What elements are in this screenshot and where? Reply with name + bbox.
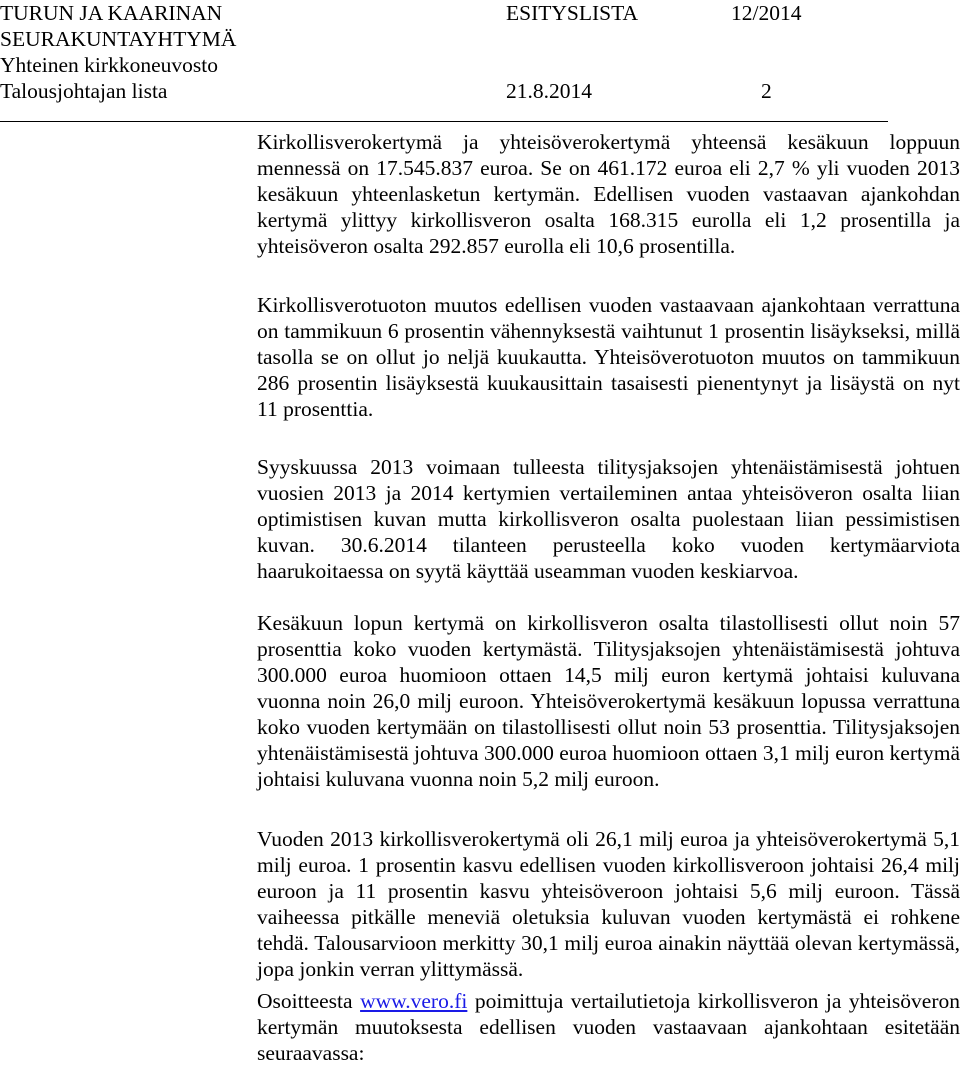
paragraph-comparison-source xyxy=(257,988,960,1066)
source-text-after: poimittuja vertailutietoja kirkollisveron ja yhteisöveron kertymän muutoksesta edellisen vuoden vastaavaan ajankohtaan esitetään seuraavassa: xyxy=(257,989,960,1065)
page-number: 2 xyxy=(761,79,772,103)
organization-name-line2: SEURAKUNTAYHTYMÄ xyxy=(0,27,237,51)
organization-name-line1: TURUN JA KAARINAN xyxy=(0,1,223,25)
document-type: ESITYSLISTA xyxy=(506,1,639,25)
board-name: Yhteinen kirkkoneuvosto xyxy=(0,53,218,77)
list-name: Talousjohtajan lista xyxy=(0,79,168,103)
source-text-before: Osoitteesta xyxy=(257,989,361,1013)
paragraph-tax-accrual-summary: Kirkollisverokertymä ja yhteisöverokertymä yhteensä kesäkuun loppuun mennessä on 17.545.837 euroa. Se on 461.172 euroa eli 2,7 % yli vuoden 2013 kesäkuun yhteenlasketun kertymän. Edellisen vuoden vastaavan ajankohdan kertymä ylittyy kirkollisveron osalta 168.315 eurolla eli 1,2 prosentilla ja yhteisöveron osalta 292.857 eurolla eli 10,6 prosentilla. xyxy=(257,130,960,258)
paragraph-settlement-periods: Syyskuussa 2013 voimaan tulleesta tilitysjaksojen yhtenäistämisestä johtuen vuosien 2013 ja 2014 kertymien vertaileminen antaa yhteisöveron osalta liian optimistisen kuvan mutta kirkollisveron osalta puolestaan liian pessimistisen kuvan. 30.6.2014 tilanteen perusteella koko vuoden kertymäarviota haarukoitaessa on syytä käyttää useamman vuoden keskiarvoa. xyxy=(257,455,960,583)
vero-fi-link[interactable]: www.vero.fi xyxy=(360,989,468,1013)
paragraph-tax-yield-change: Kirkollisverotuoton muutos edellisen vuoden vastaavaan ajankohtaan verrattuna on tammikuun 6 prosentin vähennyksestä vaihtunut 1 prosentin lisäykseksi, millä tasolla se on ollut jo neljä kuukautta. Yhteisöverotuoton muutos on tammikuun 286 prosentin lisäyksestä kuukausittain tasaisesti pienentynyt ja lisäystä on nyt 11 prosenttia. xyxy=(257,293,960,421)
document-date: 21.8.2014 xyxy=(506,79,592,103)
paragraph-june-accrual-estimate: Kesäkuun lopun kertymä on kirkollisveron osalta tilastollisesti ollut noin 57 prosenttia koko vuoden kertymästä. Tilitysjaksojen yhtenäistämisestä johtuva 300.000 euroa huomioon ottaen 14,5 milj euron kertymä johtaisi kuluvana vuonna noin 26,0 milj euroon. Yhteisöverokertymä kesäkuun lopussa verrattuna koko vuoden kertymään on tilastollisesti ollut noin 53 prosenttia. Tilitysjaksojen yhtenäistämisestä johtuva 300.000 euroa huomioon ottaen 3,1 milj euron kertymä johtaisi kuluvana vuonna noin 5,2 milj euroon. xyxy=(257,611,960,791)
document-number: 12/2014 xyxy=(731,1,802,25)
paragraph-2013-comparison: Vuoden 2013 kirkollisverokertymä oli 26,1 milj euroa ja yhteisöverokertymä 5,1 milj euroa. 1 prosentin kasvu edellisen vuoden kirkollisveroon johtaisi 26,4 milj euroon ja 11 prosentin kasvu yhteisöveroon johtaisi 5,6 milj euroon. Tässä vaiheessa pitkälle meneviä oletuksia kuluvan vuoden kertymästä ei rohkene tehdä. Talousarvioon merkitty 30,1 milj euroa ainakin näyttää olevan kertymässä, jopa jonkin verran ylittymässä. xyxy=(257,827,960,981)
header-divider xyxy=(0,121,888,122)
